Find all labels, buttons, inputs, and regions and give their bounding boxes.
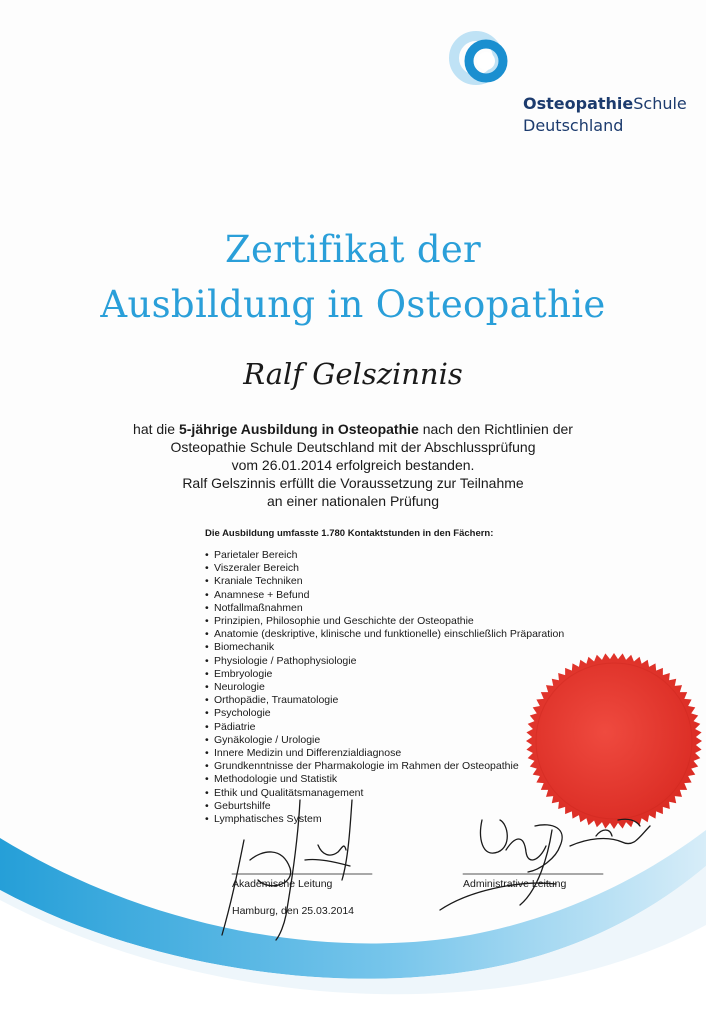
- title-line-2: Ausbildung in Osteopathie: [100, 283, 606, 326]
- subject-item: • Lymphatisches System: [205, 813, 564, 826]
- administrative-leadership-label: Administrative Leitung: [463, 878, 567, 890]
- school-logo: [448, 28, 688, 135]
- logo-ring-icon: [448, 28, 518, 98]
- subject-item: • Innere Medizin und Differenzialdiagnose: [205, 747, 564, 760]
- subject-item: • Geburtshilfe: [205, 800, 564, 813]
- subject-item: • Biomechanik: [205, 641, 564, 654]
- red-seal-icon: [519, 646, 706, 836]
- academic-leadership-label: Akademische Leitung: [232, 878, 333, 890]
- subject-item: • Methodologie und Statistik: [205, 773, 564, 786]
- statement-line-1: [90, 420, 616, 438]
- subject-item: • Anatomie (deskriptive, klinische und funktionelle) einschließlich Präparation: [205, 628, 564, 641]
- subject-item: • Neurologie: [205, 681, 564, 694]
- subject-item: • Prinzipien, Philosophie und Geschichte der Osteopathie: [205, 615, 564, 628]
- subjects-list: [205, 549, 564, 826]
- subject-item: • Kraniale Techniken: [205, 575, 564, 588]
- recipient-name: Ralf Gelszinnis: [243, 357, 463, 391]
- subject-item: • Ethik und Qualitätsmanagement: [205, 787, 564, 800]
- subject-item: • Orthopädie, Traumatologie: [205, 694, 564, 707]
- logo-subtitle: Deutschland: [523, 116, 624, 135]
- place-and-date: Hamburg, den 25.03.2014: [232, 905, 355, 917]
- subject-item: • Embryologie: [205, 668, 564, 681]
- logo-name: [523, 94, 687, 113]
- subject-item: • Grundkenntnisse der Pharmakologie im Rahmen der Osteopathie: [205, 760, 564, 773]
- subject-item: • Psychologie: [205, 707, 564, 720]
- logo-name-bold: Osteopathie: [523, 94, 634, 113]
- subject-item: • Pädiatrie: [205, 721, 564, 734]
- title-line-1: Zertifikat der: [224, 228, 482, 271]
- statement-line-4: Ralf Gelszinnis erfüllt die Voraussetzung zur Teilnahme: [182, 475, 524, 491]
- statement-line-5: an einer nationalen Prüfung: [266, 493, 440, 509]
- subject-item: • Parietaler Bereich: [205, 549, 564, 562]
- hours-heading: Die Ausbildung umfasste 1.780 Kontaktstunden in den Fächern:: [205, 528, 494, 539]
- subject-item: • Anamnese + Befund: [205, 589, 564, 602]
- statement-line-3: vom 26.01.2014 erfolgreich bestanden.: [231, 457, 475, 473]
- statement-line-2: Osteopathie Schule Deutschland mit der Abschlussprüfung: [170, 439, 536, 455]
- subject-item: • Notfallmaßnahmen: [205, 602, 564, 615]
- statement-post: nach den Richtlinien der: [418, 421, 573, 437]
- subject-item: • Gynäkologie / Urologie: [205, 734, 564, 747]
- subject-item: • Physiologie / Pathophysiologie: [205, 655, 564, 668]
- subject-item: • Viszeraler Bereich: [205, 562, 564, 575]
- logo-name-regular: Schule: [633, 94, 687, 113]
- statement-pre: hat die: [133, 421, 179, 437]
- statement-bold: 5-jährige Ausbildung in Osteopathie: [178, 421, 419, 437]
- certificate-statement: [90, 420, 616, 510]
- certificate-title: [0, 222, 706, 332]
